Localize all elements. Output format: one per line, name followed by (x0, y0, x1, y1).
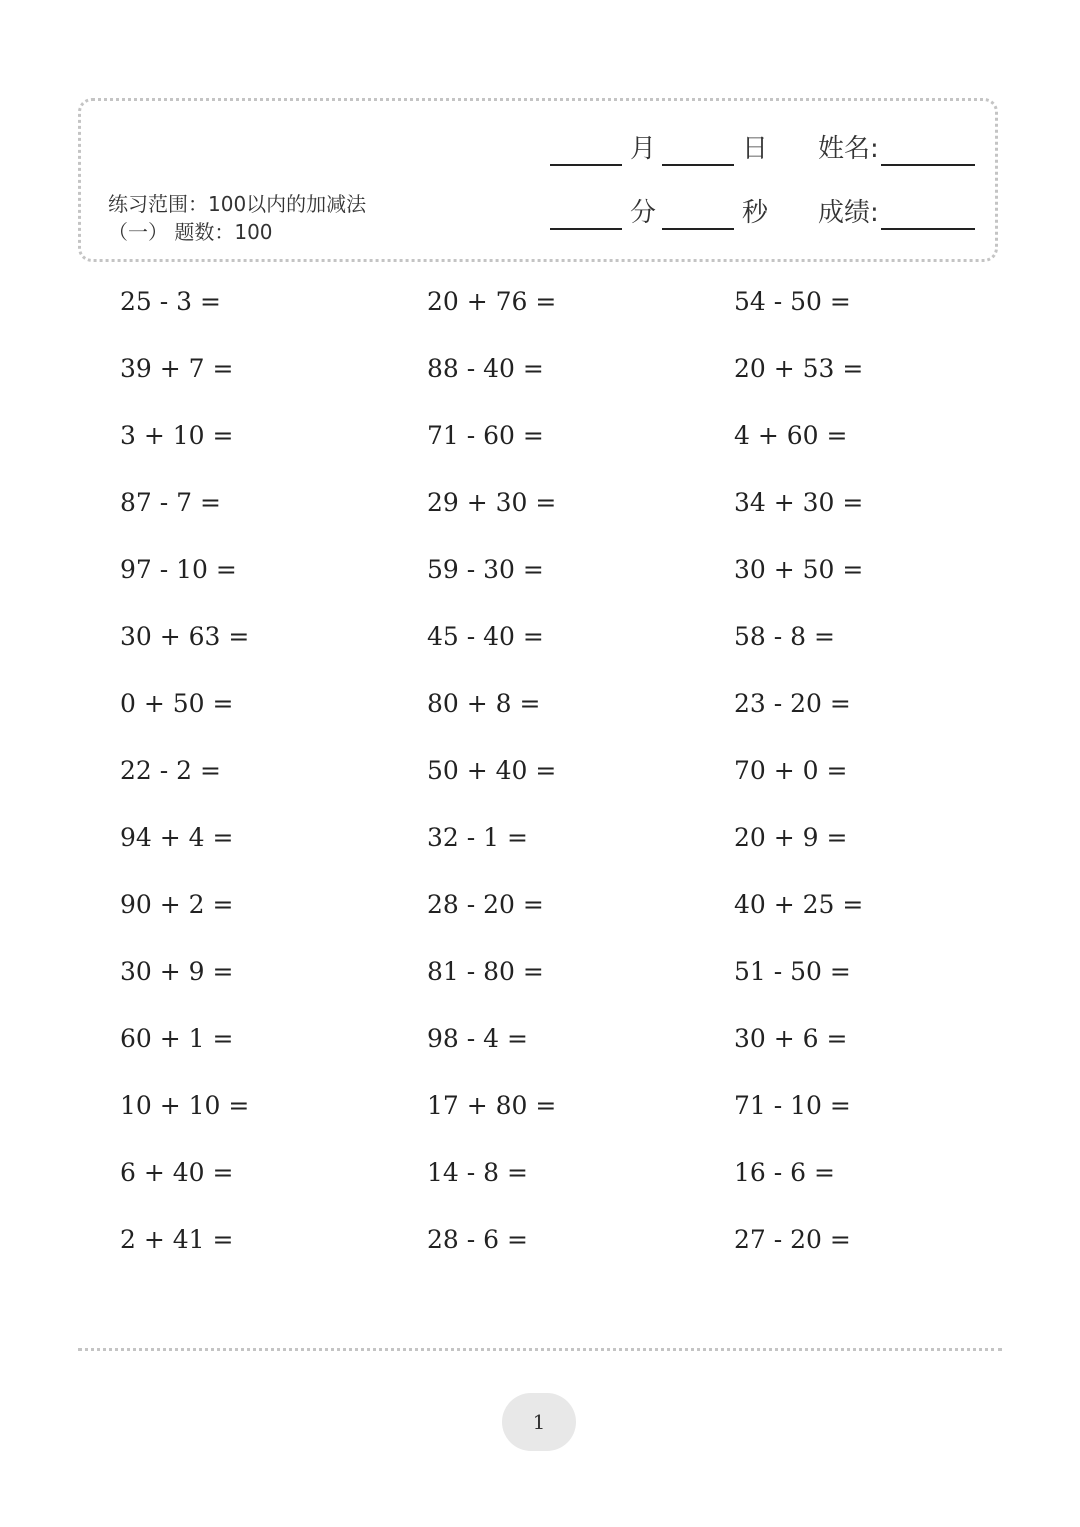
problem-item: 90 + 2 = (120, 890, 234, 919)
problem-item: 14 - 8 = (427, 1158, 528, 1187)
problem-item: 2 + 41 = (120, 1225, 234, 1254)
day-blank[interactable] (662, 134, 734, 166)
problem-item: 51 - 50 = (734, 957, 851, 986)
problem-item: 25 - 3 = (120, 287, 221, 316)
problem-item: 71 - 60 = (427, 421, 544, 450)
problem-item: 16 - 6 = (734, 1158, 835, 1187)
problem-item: 20 + 53 = (734, 354, 864, 383)
day-label: 日 (742, 134, 769, 164)
date-name-row (550, 132, 975, 166)
problem-item: 28 - 20 = (427, 890, 544, 919)
month-label: 月 (630, 134, 657, 164)
problem-item: 30 + 6 = (734, 1024, 848, 1053)
footer-divider (78, 1348, 1002, 1351)
problem-item: 54 - 50 = (734, 287, 851, 316)
problem-item: 88 - 40 = (427, 354, 544, 383)
practice-scope (108, 190, 408, 246)
score-blank[interactable] (881, 198, 975, 230)
problem-item: 30 + 50 = (734, 555, 864, 584)
problem-item: 50 + 40 = (427, 756, 557, 785)
problem-item: 22 - 2 = (120, 756, 221, 785)
problem-item: 70 + 0 = (734, 756, 848, 785)
problem-item: 29 + 30 = (427, 488, 557, 517)
minute-label: 分 (630, 198, 657, 228)
name-blank[interactable] (881, 134, 975, 166)
problem-item: 71 - 10 = (734, 1091, 851, 1120)
problem-item: 4 + 60 = (734, 421, 848, 450)
time-score-row (550, 196, 975, 230)
problem-item: 27 - 20 = (734, 1225, 851, 1254)
score-label: 成绩: (818, 198, 879, 228)
second-label: 秒 (742, 198, 769, 228)
problem-item: 20 + 9 = (734, 823, 848, 852)
page-number: 1 (502, 1393, 576, 1451)
problem-item: 32 - 1 = (427, 823, 528, 852)
problem-item: 80 + 8 = (427, 689, 541, 718)
minute-blank[interactable] (550, 198, 622, 230)
problem-item: 23 - 20 = (734, 689, 851, 718)
problem-item: 87 - 7 = (120, 488, 221, 517)
problem-item: 0 + 50 = (120, 689, 234, 718)
problem-item: 94 + 4 = (120, 823, 234, 852)
scope-line-1: 练习范围：100以内的加减法 (108, 192, 367, 216)
month-blank[interactable] (550, 134, 622, 166)
problem-item: 59 - 30 = (427, 555, 544, 584)
problem-item: 60 + 1 = (120, 1024, 234, 1053)
problem-item: 98 - 4 = (427, 1024, 528, 1053)
problem-item: 81 - 80 = (427, 957, 544, 986)
problem-item: 58 - 8 = (734, 622, 835, 651)
scope-line-2: （一） 题数：100 (108, 220, 273, 244)
problem-item: 97 - 10 = (120, 555, 237, 584)
problem-item: 39 + 7 = (120, 354, 234, 383)
problem-item: 30 + 9 = (120, 957, 234, 986)
problem-item: 34 + 30 = (734, 488, 864, 517)
problem-item: 6 + 40 = (120, 1158, 234, 1187)
problem-grid (120, 282, 974, 1287)
name-label: 姓名: (818, 134, 879, 164)
problem-item: 45 - 40 = (427, 622, 544, 651)
problem-item: 30 + 63 = (120, 622, 250, 651)
second-blank[interactable] (662, 198, 734, 230)
problem-item: 10 + 10 = (120, 1091, 250, 1120)
problem-item: 20 + 76 = (427, 287, 557, 316)
problem-item: 28 - 6 = (427, 1225, 528, 1254)
problem-item: 17 + 80 = (427, 1091, 557, 1120)
problem-item: 40 + 25 = (734, 890, 864, 919)
problem-item: 3 + 10 = (120, 421, 234, 450)
